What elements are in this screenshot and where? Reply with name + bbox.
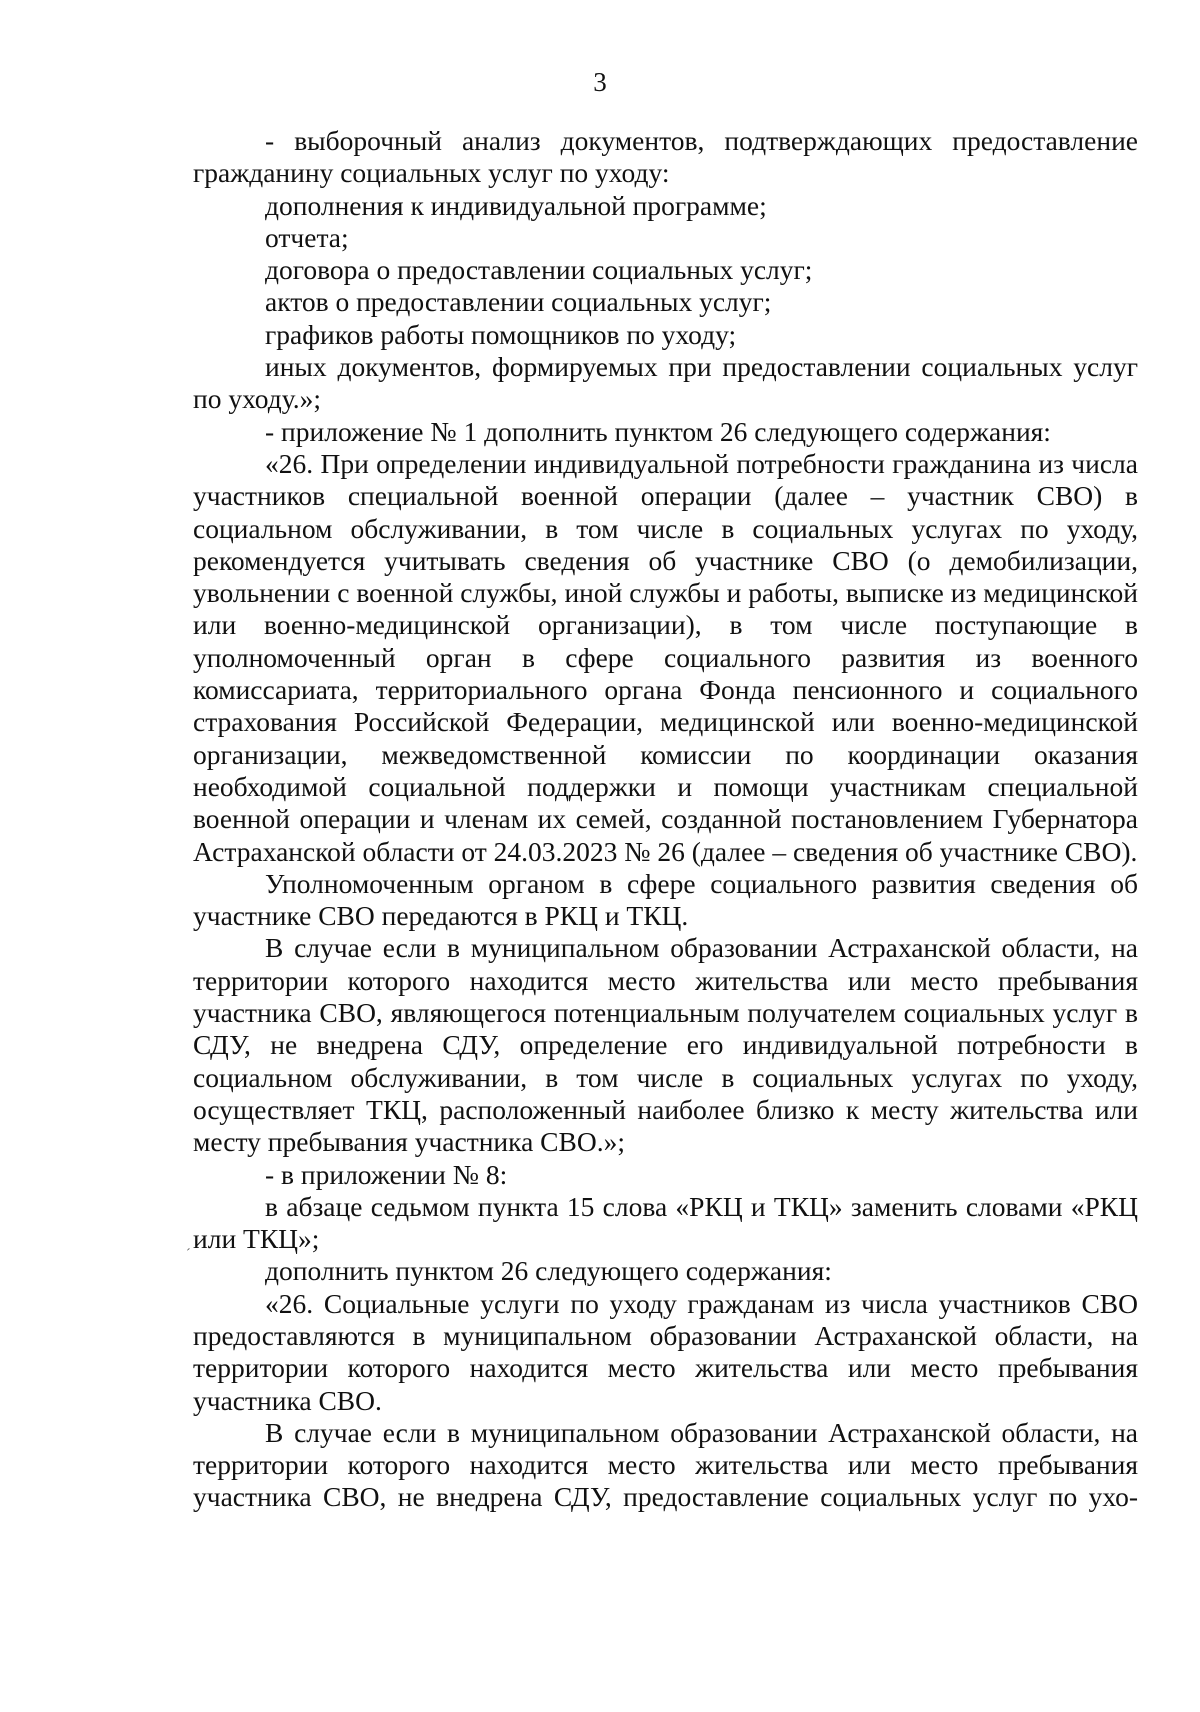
- paragraph-item-15-replacement: в абзаце седьмом пункта 15 слова «РКЦ и ТКЦ» заменить словами «РКЦ или ТКЦ»;: [193, 1190, 1138, 1255]
- paragraph-item-26-care-services: «26. Социальные услуги по уходу гражданам из числа участников СВО предоставляются в муниципальном образовании Астраханской области, на территории которого находится место жительства или место пребывания участника СВО.: [193, 1287, 1138, 1416]
- paragraph-authorized-body-transfer: Уполномоченным органом в сфере социального развития сведения об участнике СВО передаются в РКЦ и ТКЦ.: [193, 867, 1138, 932]
- paragraph-appendix-1-amendment: - приложение № 1 дополнить пунктом 26 следующего содержания:: [265, 415, 1051, 447]
- document-body: [193, 125, 1138, 1514]
- paragraph-selective-analysis: - выборочный анализ документов, подтверждающих предоставление гражданину социальных услуг по уходу:: [193, 125, 1138, 189]
- scan-artifact-mark: ˊ: [186, 1247, 191, 1262]
- page-number: 3: [593, 67, 607, 97]
- paragraph-appendix-8: - в приложении № 8:: [265, 1158, 508, 1190]
- paragraph-municipality-without-sdu: В случае если в муниципальном образовании Астраханской области, на территории которого находится место жительства или место пребывания участника СВО, являющегося потенциальным получателем социальных услуг в СДУ, не внедрена СДУ, определение его индивидуальной потребности в социальном обслуживании, в том числе в социальных услугах по уходу, осуществляет ТКЦ, расположенный наиболее близко к месту жительства или месту пребывания участника СВО.»;: [193, 932, 1138, 1158]
- paragraph-item-26-needs-assessment: «26. При определении индивидуальной потребности гражданина из числа участников специальной военной операции (далее – участник СВО) в социальном обслуживании, в том числе в социальных услугах по уходу, рекомендуется учитывать сведения об участнике СВО (о демобилизации, увольнении с военной службы, иной службы и работы, выписке из медицинской или военно-медицинской организации), в том числе поступающие в уполномоченный орган в сфере социального развития из военного комиссариата, территориального органа Фонда пенсионного и социального страхования Российской Федерации, медицинской или военно-медицинской организации, межведомственной комиссии по координации оказания необходимой социальной поддержки и помощи участникам специальной военной операции и членам их семей, созданной постановлением Губернатора Астраханской области от 24.03.2023 № 26 (далее – сведения об участнике СВО).: [193, 447, 1138, 867]
- list-item-report: отчета;: [265, 221, 349, 253]
- list-item-other-documents: иных документов, формируемых при предоставлении социальных услуг по уходу.»;: [193, 351, 1138, 415]
- list-item-program-supplement: дополнения к индивидуальной программе;: [265, 189, 767, 221]
- paragraph-municipality-care-provision: В случае если в муниципальном образовании Астраханской области, на территории которого находится место жительства или место пребывания участника СВО, не внедрена СДУ, предоставление социальных услуг по ухо-: [193, 1416, 1138, 1513]
- list-item-contract: договора о предоставлении социальных услуг;: [265, 254, 813, 286]
- list-item-work-schedules: графиков работы помощников по уходу;: [265, 318, 737, 350]
- list-item-acts: актов о предоставлении социальных услуг;: [265, 286, 772, 318]
- paragraph-add-item-26: дополнить пунктом 26 следующего содержания:: [265, 1255, 832, 1287]
